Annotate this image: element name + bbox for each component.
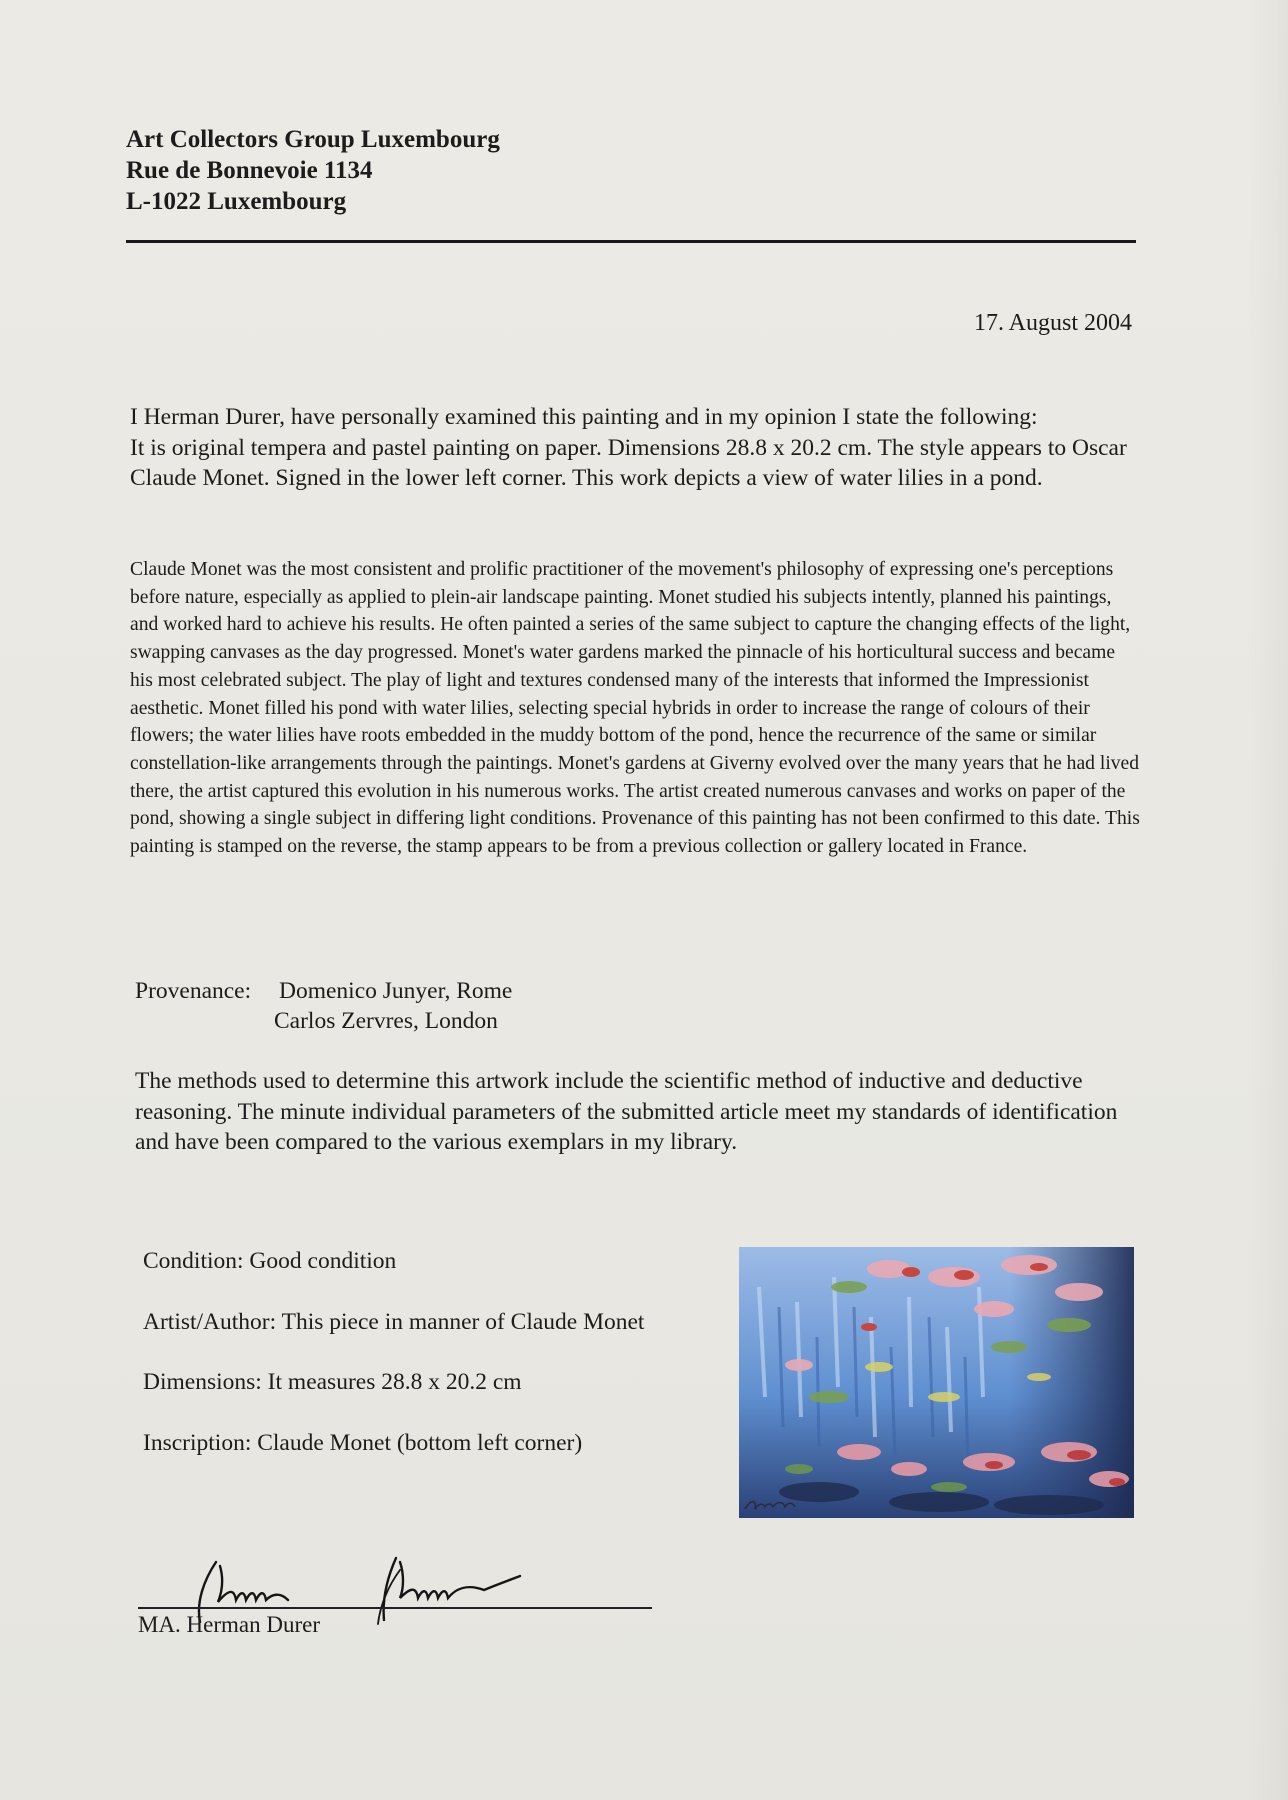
letterhead <box>126 124 500 217</box>
inscription-line: Inscription: Claude Monet (bottom left corner) <box>143 1429 583 1456</box>
provenance-entry: Carlos Zervres, London <box>274 1008 498 1034</box>
methods-section <box>135 1066 1145 1158</box>
letterhead-street: Rue de Bonnevoie 1134 <box>126 157 373 184</box>
header-divider <box>126 240 1136 243</box>
intro-section <box>130 402 1140 494</box>
painting-photo <box>739 1247 1134 1518</box>
dimensions-line: Dimensions: It measures 28.8 x 20.2 cm <box>143 1369 522 1395</box>
signer-name: MA. Herman Durer <box>138 1612 321 1637</box>
letterhead-city: L-1022 Luxembourg <box>126 188 347 215</box>
water-lilies-painting-image <box>739 1247 1134 1518</box>
provenance-entry: Domenico Junyer, Rome <box>279 978 513 1004</box>
body-section <box>130 556 1140 861</box>
intro-description: It is original tempera and pastel painting on paper. Dimensions 28.8 x 20.2 cm. The style appears to Oscar Claude Monet. Signed in the lower left corner. This work depicts a view of water lilies in a pond. <box>130 434 1127 491</box>
intro-statement: I Herman Durer, have personally examined this painting and in my opinion I state the following: <box>130 404 1038 430</box>
page-edge-shadow <box>1248 0 1288 1800</box>
provenance-label: Provenance: <box>135 978 252 1004</box>
provenance-section <box>135 976 512 1036</box>
details-section <box>143 1248 644 1490</box>
artist-line: Artist/Author: This piece in manner of Claude Monet <box>143 1308 645 1335</box>
signature-line <box>138 1607 652 1609</box>
body-paragraph: Claude Monet was the most consistent and prolific practitioner of the movement's philosophy of expressing one's perceptions before nature, especially as applied to plein-air landscape painting. Monet studied his subjects intently, planned his paintings, and worked hard to achieve his results. He often painted a series of the same subject to capture the changing effects of the light, swapping canvases as the day progressed. Monet's water gardens marked the pinnacle of his horticultural success and became his most celebrated subject. The play of light and textures condensed many of the interests that informed the Impressionist aesthetic. Monet filled his pond with water lilies, selecting special hybrids in order to increase the range of colours of their flowers; the water lilies have roots embedded in the muddy bottom of the pond, hence the recurrence of the same or similar constellation-like arrangements through the paintings. Monet's gardens at Giverny evolved over the many years that he had lived there, the artist captured this evolution in his numerous works. The artist created numerous canvases and works on paper of the pond, showing a single subject in differing light conditions. Provenance of this painting has not been confirmed to this date. This painting is stamped on the reverse, the stamp appears to be from a previous collection or gallery located in France. <box>130 559 1140 858</box>
methods-paragraph: The methods used to determine this artwork include the scientific method of inductive and deductive reasoning. The minute individual parameters of the submitted article meet my standards of identification and have been compared to the various exemplars in my library. <box>135 1068 1118 1155</box>
condition-line: Condition: Good condition <box>143 1248 397 1274</box>
letter-date: 17. August 2004 <box>973 310 1132 336</box>
letterhead-company: Art Collectors Group Luxembourg <box>126 126 500 153</box>
